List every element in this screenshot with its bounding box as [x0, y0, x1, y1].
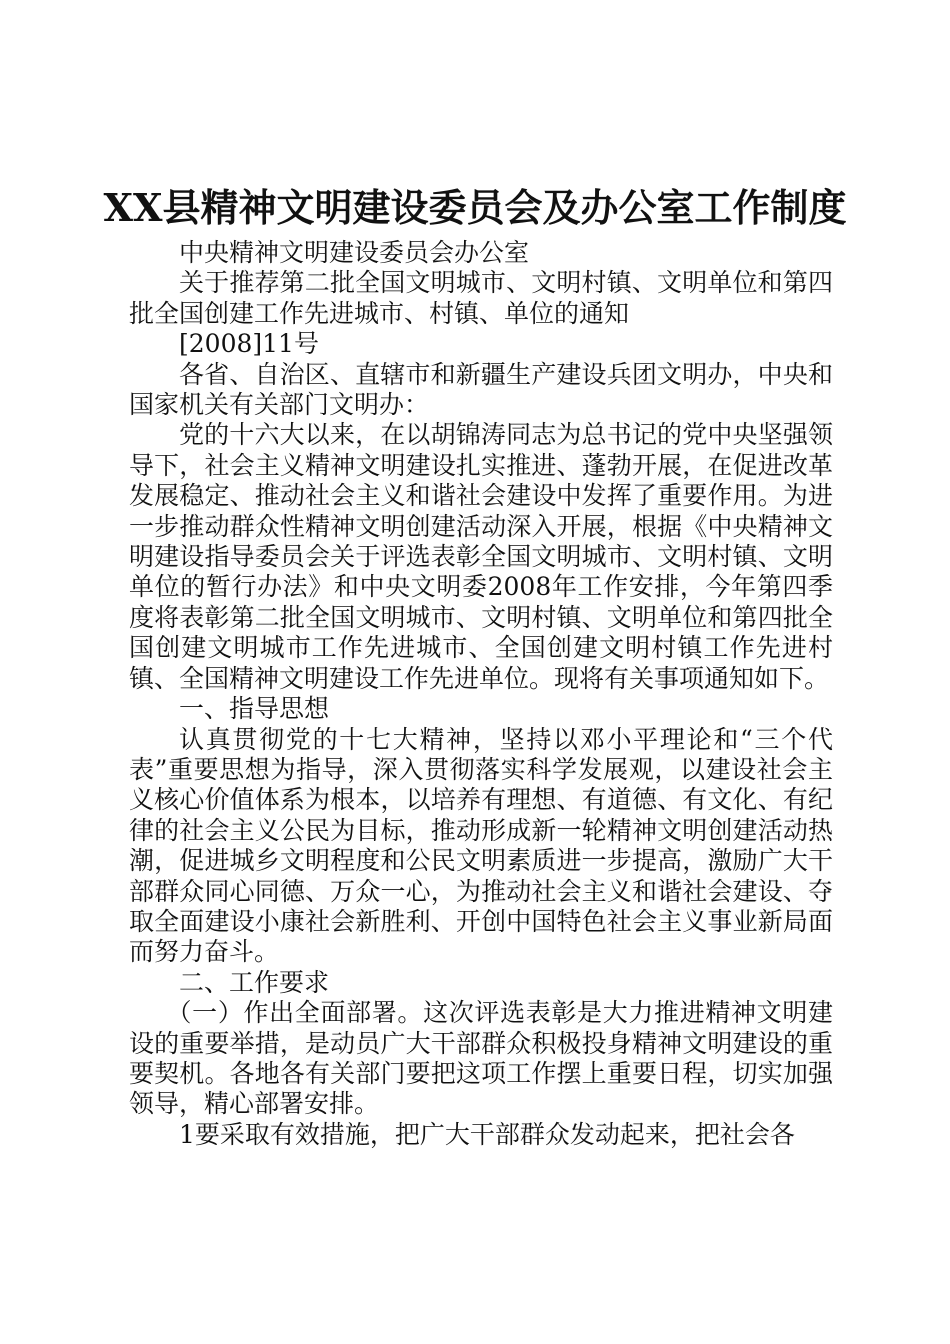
- document-number: [2008]11号: [179, 329, 319, 359]
- work-requirement-item-1: （一）作出全面部署。这次评选表彰是大力推进精神文明建设的重要举措，是动员广大干部群众积极投身精神文明建设的重要契机。各地各有关部门要把这项工作摆上重要日程，切实加强领导，精心部署安排。: [129, 998, 833, 1119]
- section-heading-work-requirements: 二、工作要求: [179, 967, 330, 997]
- work-requirement-subitem-1: 1要采取有效措施，把广大干部群众发动起来，把社会各: [179, 1119, 795, 1149]
- guiding-ideology-paragraph: 认真贯彻党的十七大精神，坚持以邓小平理论和“三个代表”重要思想为指导，深入贯彻落实科学发展观，以建设社会主义核心价值体系为根本，以培养有理想、有道德、有文化、有纪律的社会主义公民为目标，推动形成新一轮精神文明创建活动热潮，促进城乡文明程度和公民文明素质进一步提高，激励广大干部群众同心同德、万众一心，为推动社会主义和谐社会建设、夺取全面建设小康社会新胜利、开创中国特色社会主义事业新局面而努力奋斗。: [129, 724, 833, 967]
- intro-paragraph: 党的十六大以来，在以胡锦涛同志为总书记的党中央坚强领导下，社会主义精神文明建设扎实推进、蓬勃开展，在促进改革发展稳定、推动社会主义和谐社会建设中发挥了重要作用。为进一步推动群众性精神文明创建活动深入开展，根据《中央精神文明建设指导委员会关于评选表彰全国文明城市、文明村镇、文明单位的暂行办法》和中央文明委2008年工作安排，今年第四季度将表彰第二批全国文明城市、文明村镇、文明单位和第四批全国创建文明城市工作先进城市、全国创建文明村镇工作先进村镇、全国精神文明建设工作先进单位。现将有关事项通知如下。: [129, 420, 833, 693]
- document-title: XX县精神文明建设委员会及办公室工作制度: [103, 185, 847, 230]
- notice-subject: 关于推荐第二批全国文明城市、文明村镇、文明单位和第四批全国创建工作先进城市、村镇、单位的通知: [129, 268, 833, 328]
- addressee-line: 各省、自治区、直辖市和新疆生产建设兵团文明办，中央和国家机关有关部门文明办：: [129, 359, 833, 420]
- section-heading-guiding-ideology: 一、指导思想: [179, 694, 330, 724]
- document-body: [129, 238, 833, 1150]
- issuer-line: 中央精神文明建设委员会办公室: [179, 238, 530, 267]
